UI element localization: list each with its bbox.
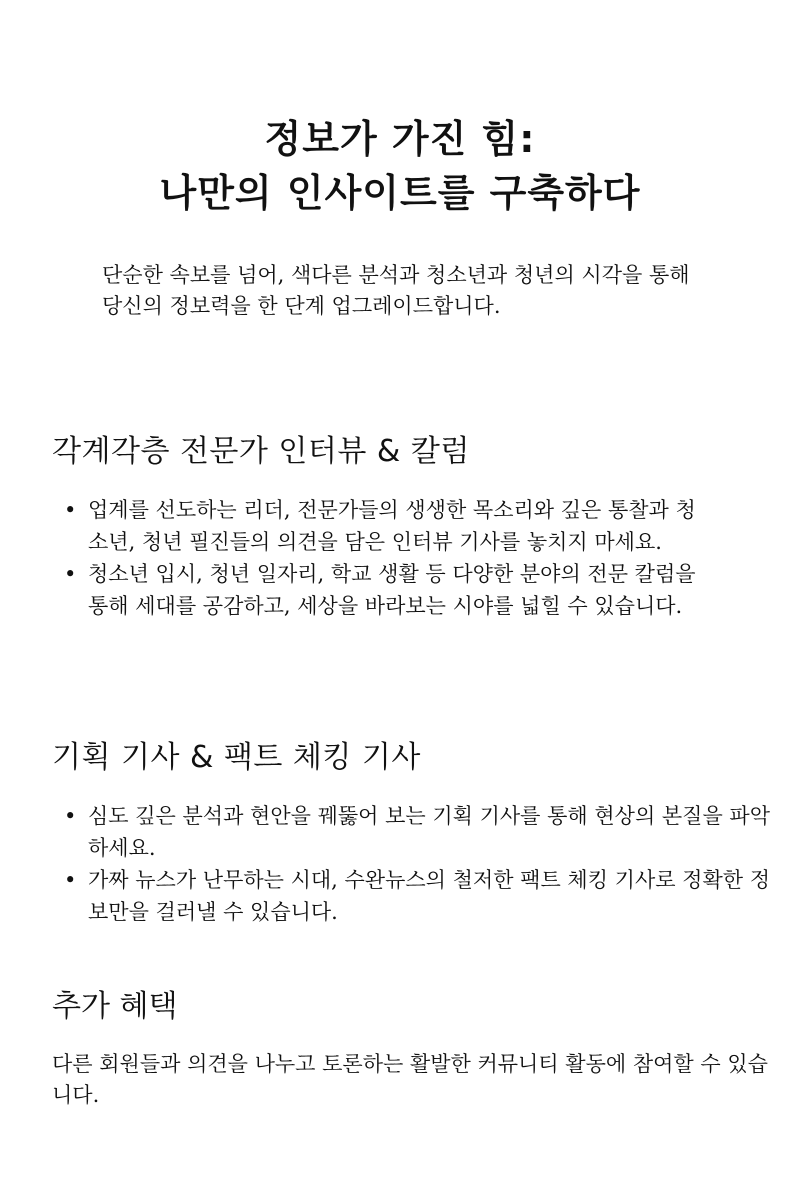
feature-bullet-list [60, 800, 780, 928]
page-title-line-1: 정보가 가진 힘: [264, 117, 536, 161]
list-item: • 업계를 선도하는 리더, 전문가들의 생생한 목소리와 깊은 통찰과 청소년, 청년 필진들의 의견을 담은 인터뷰 기사를 놓치지 마세요. [60, 494, 710, 558]
list-item: • 가짜 뉴스가 난무하는 시대, 수완뉴스의 철저한 팩트 체킹 기사로 정확한 정보만을 걸러낼 수 있습니다. [60, 864, 780, 928]
section-heading-features: 기획 기사 & 팩트 체킹 기사 [52, 740, 421, 775]
list-item: • 심도 깊은 분석과 현안을 꿰뚫어 보는 기획 기사를 통해 현상의 본질을 파악하세요. [60, 800, 780, 864]
page-title-line-2: 나만의 인사이트를 구축하다 [159, 171, 641, 215]
interview-bullet-list [60, 494, 710, 622]
section-heading-interviews: 각계각층 전문가 인터뷰 & 칼럼 [52, 434, 470, 469]
page-title [0, 112, 800, 220]
list-item: • 청소년 입시, 청년 일자리, 학교 생활 등 다양한 분야의 전문 칼럼을 통해 세대를 공감하고, 세상을 바라보는 시야를 넓힐 수 있습니다. [60, 558, 710, 622]
section-heading-benefits: 추가 혜택 [52, 989, 178, 1024]
benefit-paragraph: 다른 회원들과 의견을 나누고 토론하는 활발한 커뮤니티 활동에 참여할 수 있습니다. [52, 1052, 768, 1107]
intro-paragraph: 단순한 속보를 넘어, 색다른 분석과 청소년과 청년의 시각을 통해 당신의 정보력을 한 단계 업그레이드합니다. [102, 263, 690, 318]
